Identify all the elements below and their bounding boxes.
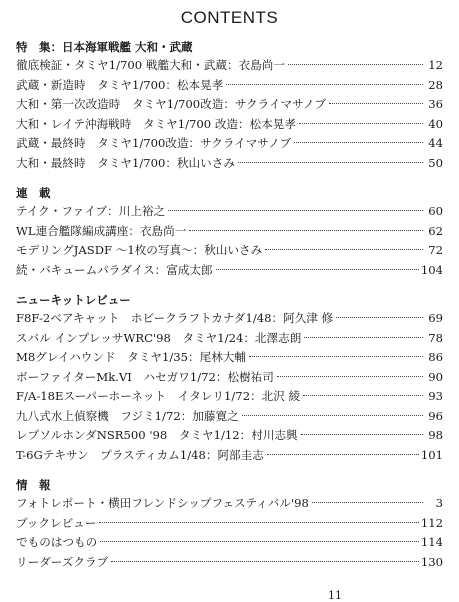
toc-entry-title: M8グレイハウンド タミヤ1/35：尾林大輔 (16, 350, 246, 364)
toc-entry (16, 533, 443, 553)
toc-entry-page: 104 (420, 262, 443, 277)
toc-entry-page: 50 (428, 155, 443, 170)
toc-entry-page: 44 (428, 136, 443, 150)
dot-leader (267, 454, 419, 455)
dot-leader (303, 395, 423, 396)
dot-leader (189, 230, 423, 231)
toc-entry-page: 60 (428, 204, 443, 218)
dot-leader (294, 142, 423, 143)
toc-entry (16, 309, 443, 329)
toc-entry (16, 426, 443, 446)
dot-leader (312, 502, 423, 503)
toc-entry-title: T-6Gテキサン プラスティカム1/48：阿部圭志 (16, 447, 264, 462)
section-heading-label: 特 集：日本海軍戦艦 大和・武蔵 (16, 40, 193, 54)
dot-leader (216, 269, 419, 270)
toc-entry-title: 大和・最終時 タミヤ1/700：秋山いさみ (16, 155, 235, 170)
section-heading (16, 292, 443, 309)
toc-entry-title: フォトレポート・横田フレンドシップフェスティバル'98 (16, 496, 309, 510)
toc-entry-title: WL連合艦隊編成講座：衣島尚一 (16, 223, 187, 238)
section-heading (16, 477, 443, 494)
toc-entry-title: F/A-18Eスーパーホーネット イタレリ1/72：北沢 綾 (16, 389, 301, 403)
dot-leader (249, 356, 423, 357)
toc-entry (16, 553, 443, 573)
toc-entry-title: ボーファイターMk.VI ハセガワ1/72：松樹祐司 (16, 369, 274, 384)
toc-entry (16, 329, 443, 349)
toc-entry (16, 56, 443, 76)
toc-entry-page: 28 (428, 77, 443, 92)
toc-entry-page: 72 (428, 243, 443, 257)
table-of-contents (16, 39, 443, 572)
page-folio: 11 (328, 589, 342, 602)
toc-entry (16, 446, 443, 466)
toc-entry (16, 95, 443, 115)
toc-entry-title: 続・バキュームパラダイス：富成太郎 (16, 262, 213, 277)
toc-entry-page: 98 (428, 428, 443, 442)
toc-entry-page: 36 (428, 97, 443, 111)
toc-entry-page: 130 (420, 554, 443, 569)
toc-entry (16, 154, 443, 174)
page-title: CONTENTS (180, 8, 279, 27)
toc-entry-title: スバル インプレッサWRC'98 タミヤ1/24：北澤志朗 (16, 330, 302, 345)
toc-entry-page: 62 (428, 223, 443, 238)
dot-leader (111, 561, 419, 562)
toc-section (16, 185, 443, 280)
dot-leader (100, 541, 419, 542)
toc-entry-page: 90 (428, 369, 443, 384)
toc-entry-page: 93 (428, 389, 443, 403)
toc-entry-page: 40 (428, 116, 443, 131)
toc-entry-title: 九八式水上偵察機 フジミ1/72：加藤寛之 (16, 408, 239, 423)
toc-entry-title: レプソルホンダNSR500 '98 タミヤ1/12：村川志興 (16, 428, 298, 442)
toc-entry-page: 112 (420, 515, 443, 530)
section-heading (16, 39, 443, 56)
toc-entry-page: 69 (428, 311, 443, 325)
toc-entry (16, 368, 443, 388)
toc-entry-page: 96 (428, 408, 443, 423)
dot-leader (336, 317, 423, 318)
toc-entry-page: 78 (428, 330, 443, 345)
dot-leader (238, 162, 423, 163)
toc-entry-page: 86 (428, 350, 443, 364)
toc-entry-title: でものはつもの (16, 535, 98, 549)
toc-entry-title: テイク・ファイブ：川上裕之 (16, 204, 166, 218)
toc-entry-page: 101 (420, 447, 443, 462)
toc-entry (16, 514, 443, 534)
toc-entry-title: 武蔵・新造時 タミヤ1/700：松本晃孝 (16, 77, 224, 92)
toc-entry-title: 大和・第一次改造時 タミヤ1/700改造：サクライマサノブ (16, 97, 327, 111)
toc-section (16, 292, 443, 465)
dot-leader (265, 249, 423, 250)
toc-section (16, 39, 443, 173)
dot-leader (329, 103, 423, 104)
toc-entry (16, 202, 443, 222)
toc-entry (16, 407, 443, 427)
section-heading-label: 連 載 (16, 186, 51, 200)
toc-entry (16, 115, 443, 135)
dot-leader (226, 84, 423, 85)
dot-leader (168, 210, 423, 211)
dot-leader (304, 337, 423, 338)
toc-entry-page: 114 (420, 535, 443, 549)
toc-entry-page: 3 (435, 496, 443, 510)
toc-entry-page: 12 (428, 58, 443, 72)
dot-leader (301, 434, 423, 435)
toc-entry-title: 大和・レイテ沖海戦時 タミヤ1/700 改造：松本晃孝 (16, 116, 296, 131)
dot-leader (288, 64, 423, 65)
toc-entry-title: モデリングJASDF ～1枚の写真～：秋山いさみ (16, 243, 263, 257)
toc-entry-title: F8F-2ベアキャット ホビークラフトカナダ1/48：阿久津 修 (16, 311, 334, 325)
toc-entry-title: リーダーズクラブ (16, 554, 109, 569)
toc-entry (16, 494, 443, 514)
dot-leader (99, 522, 419, 523)
toc-entry-title: ブックレビュー (16, 515, 97, 530)
toc-entry (16, 261, 443, 281)
dot-leader (277, 376, 423, 377)
toc-entry-title: 武蔵・最終時 タミヤ1/700改造：サクライマサノブ (16, 136, 292, 150)
toc-entry (16, 222, 443, 242)
section-heading-label: ニューキットレビュー (16, 293, 131, 307)
toc-entry (16, 241, 443, 261)
dot-leader (299, 123, 423, 124)
toc-entry-title: 徹底検証・タミヤ1/700 戦艦大和・武蔵：衣島尚一 (16, 58, 285, 72)
section-heading-label: 情 報 (16, 478, 51, 492)
toc-section (16, 477, 443, 572)
section-heading (16, 185, 443, 202)
toc-entry (16, 134, 443, 154)
toc-entry (16, 76, 443, 96)
toc-entry (16, 348, 443, 368)
dot-leader (242, 415, 423, 416)
toc-entry (16, 387, 443, 407)
